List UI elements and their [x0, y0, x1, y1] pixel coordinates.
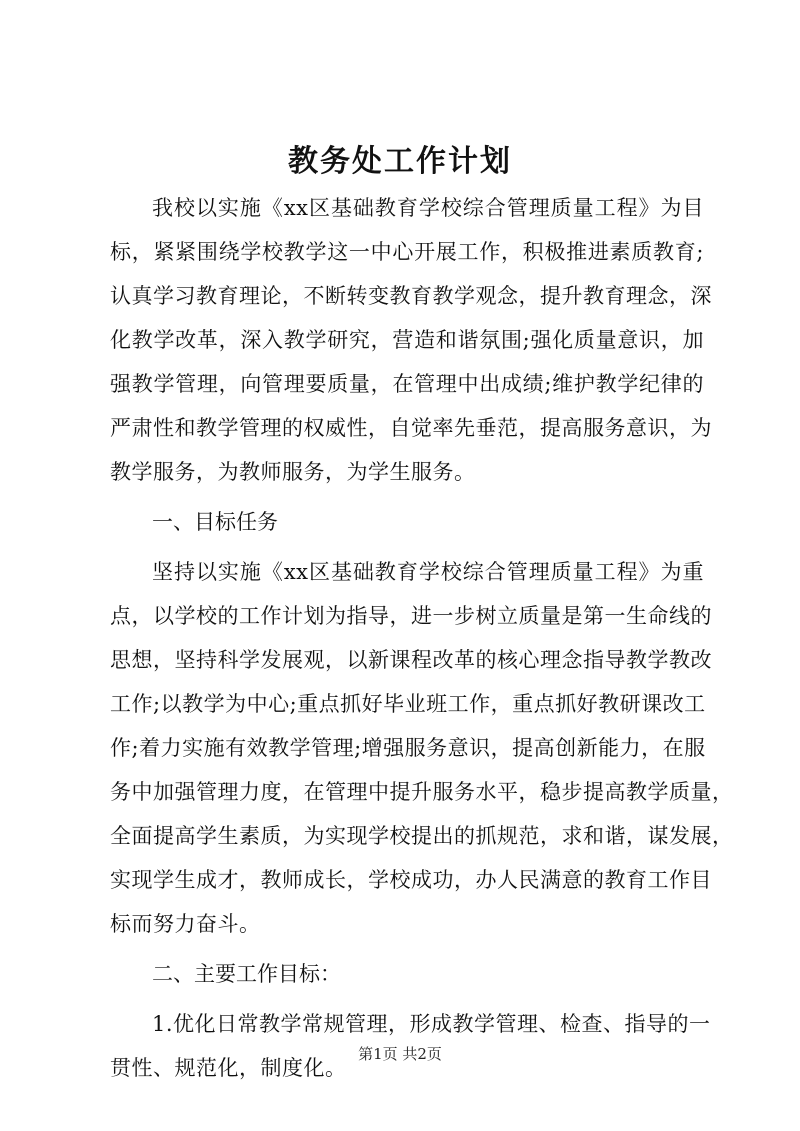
text-line: 教学服务，为教师服务，为学生服务。 [110, 460, 476, 484]
text-line: 1.优化日常教学常规管理，形成教学管理、检查、指导的一 [152, 1012, 711, 1036]
text-line: 实现学生成才，教师成长，学校成功，办人民满意的教育工作目 [110, 868, 712, 892]
text-line: 贯性、规范化，制度化。 [110, 1056, 347, 1080]
text-line: 强教学管理，向管理要质量，在管理中出成绩;维护教学纪律的 [110, 372, 704, 396]
text-line: 标，紧紧围绕学校教学这一中心开展工作，积极推进素质教育; [110, 240, 704, 264]
document-body [110, 186, 734, 1090]
text-line: 我校以实施《xx区基础教育学校综合管理质量工程》为目 [152, 196, 704, 220]
text-line: 思想，坚持科学发展观，以新课程改革的核心理念指导教学教改 [110, 648, 712, 672]
text-line: 认真学习教育理论，不断转变教育教学观念，提升教育理念，深 [110, 284, 712, 308]
text-line: 坚持以实施《xx区基础教育学校综合管理质量工程》为重 [152, 560, 704, 584]
text-line: 化教学改革，深入教学研究，营造和谐氛围;强化质量意识，加 [110, 328, 704, 352]
text-line: 严肃性和教学管理的权威性，自觉率先垂范，提高服务意识，为 [110, 416, 712, 440]
section-heading-goals: 一、目标任务 [152, 510, 278, 534]
text-line: 务中加强管理力度，在管理中提升服务水平，稳步提高教学质量， [110, 780, 734, 804]
section-heading-main-goals: 二、主要工作目标： [152, 962, 341, 986]
paragraph-goals [110, 550, 734, 946]
page-footer: 第1页 共2页 [358, 1045, 442, 1063]
page-title: 教务处工作计划 [288, 144, 512, 179]
text-line: 工作;以教学为中心;重点抓好毕业班工作，重点抓好教研课改工 [110, 692, 706, 716]
text-line: 标而努力奋斗。 [110, 912, 261, 936]
paragraph-intro [110, 186, 712, 494]
text-line: 全面提高学生素质，为实现学校提出的抓规范，求和谐，谋发展， [110, 824, 734, 848]
text-line: 作;着力实施有效教学管理;增强服务意识，提高创新能力，在服 [110, 736, 706, 760]
text-line: 点，以学校的工作计划为指导，进一步树立质量是第一生命线的 [110, 604, 712, 628]
